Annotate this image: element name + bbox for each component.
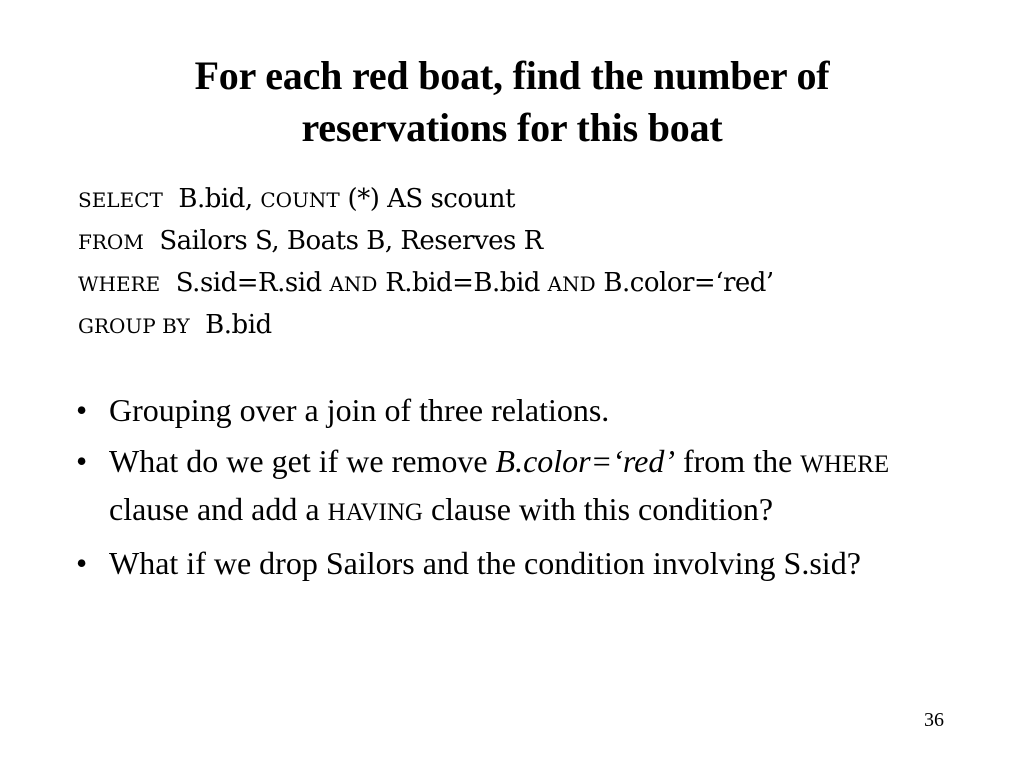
sql-where-condition-2: R.bid=B.bid xyxy=(377,268,548,298)
sql-where-condition-1: S.sid=R.sid xyxy=(168,268,330,298)
bullet-icon: • xyxy=(76,392,88,428)
sql-line-group-by xyxy=(78,304,978,346)
sql-line-where xyxy=(78,262,978,304)
sql-where-condition-3: B.color=‘red’ xyxy=(595,268,774,298)
bullet-icon: • xyxy=(76,545,88,581)
bullet-text-2a: What do we get if we remove xyxy=(109,443,496,479)
sql-keyword-count: COUNT xyxy=(260,188,340,212)
sql-group-by-column: B.bid xyxy=(197,310,272,340)
page-number: 36 xyxy=(924,709,944,731)
sql-keyword-select: SELECT xyxy=(78,188,163,212)
bullet-text-2c: clause and add a xyxy=(109,491,328,527)
bullet-keyword-where: WHERE xyxy=(800,451,890,478)
bullet-text-2-emphasis: B.color=‘red’ xyxy=(495,443,675,479)
sql-keyword-and-2: AND xyxy=(547,272,596,296)
slide-title xyxy=(80,50,944,154)
sql-select-columns: B.bid, xyxy=(170,184,253,214)
bullet-text-3: What if we drop Sailors and the condition involving S.sid? xyxy=(109,545,861,581)
sql-line-select xyxy=(78,178,978,220)
bullet-text-2d: clause with this condition? xyxy=(422,491,774,527)
sql-keyword-group-by: GROUP BY xyxy=(78,314,190,338)
bullet-item-1 xyxy=(76,388,936,433)
bullet-item-2 xyxy=(76,439,936,535)
bullet-text-2b: from the xyxy=(674,443,801,479)
bullet-keyword-having: HAVING xyxy=(327,499,423,526)
sql-query xyxy=(78,178,978,346)
bullet-list xyxy=(76,388,936,592)
title-line-2: reservations for this boat xyxy=(301,105,723,150)
title-line-1: For each red boat, find the number of xyxy=(194,53,830,98)
bullet-text-1: Grouping over a join of three relations. xyxy=(109,392,610,428)
sql-keyword-where: WHERE xyxy=(78,272,161,296)
sql-from-tables: Sailors S, Boats B, Reserves R xyxy=(151,226,543,256)
sql-keyword-from: FROM xyxy=(78,230,144,254)
bullet-icon: • xyxy=(76,443,88,479)
sql-count-alias: (*) AS scount xyxy=(339,184,515,214)
sql-keyword-and-1: AND xyxy=(329,272,378,296)
bullet-item-3 xyxy=(76,541,936,586)
sql-line-from xyxy=(78,220,978,262)
